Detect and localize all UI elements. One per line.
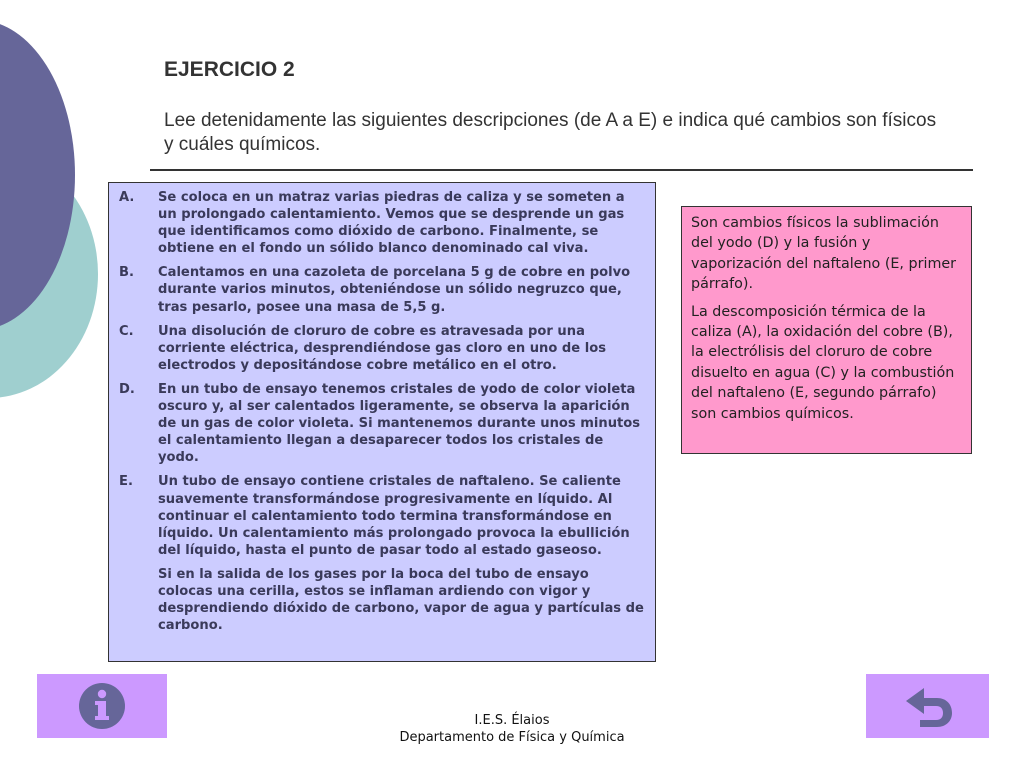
description-text: Se coloca en un matraz varias piedras de caliza y se someten a un prolongado calentamiento. Vemos que se desprende un gas que identificamos como dióxido de carbono. Finalmente, se obtiene en el fondo un sólido blanco denominado cal viva. [158, 190, 625, 257]
description-item [119, 189, 645, 257]
return-button[interactable] [866, 674, 989, 738]
answer-chemical: La descomposición térmica de la caliza (A), la oxidación del cobre (B), la electrólisis del cloruro de cobre disuelto en agua (C) y la combustión del naftaleno (E, segundo párrafo) son cambios químicos. [691, 303, 955, 422]
description-text: Calentamos en una cazoleta de porcelana 5 g de cobre en polvo durante varios minutos, obteniéndose un sólido negruzco que, tras pesarlo, posee una masa de 5,5 g. [158, 265, 631, 315]
description-e-continuation: Si en la salida de los gases por la boca del tubo de ensayo colocas una cerilla, estos se inflaman ardiendo con vigor y desprendiendo dióxido de carbono, vapor de agua y partículas de carbono. [158, 566, 644, 634]
footer [300, 712, 724, 746]
descriptions-box [108, 182, 656, 662]
description-letter: C. [119, 323, 134, 339]
description-letter: D. [119, 381, 135, 397]
description-text: Una disolución de cloruro de cobre es atravesada por una corriente eléctrica, desprendiéndose gas cloro en uno de los electrodos y depositándose cobre metálico en el otro. [158, 323, 607, 373]
description-item [119, 264, 645, 315]
info-button[interactable] [37, 674, 167, 738]
footer-department: Departamento de Física y Química [399, 730, 625, 745]
description-item [119, 323, 645, 374]
slide-instructions: Lee detenidamente las siguientes descripciones (de A a E) e indica qué cambios son físicos y cuáles químicos. [164, 110, 937, 155]
info-circle-icon [78, 682, 126, 730]
answer-physical: Son cambios físicos la sublimación del yodo (D) y la fusión y vaporización del naftaleno (E, primer párrafo). [691, 215, 957, 293]
description-text: Un tubo de ensayo contiene cristales de naftaleno. Se caliente suavemente transformándose progresivamente en líquido. Al continuar el calentamiento todo termina transformándose en líquido. Un calentamiento más prolongado provoca la ebullición del líquido, hasta el punto de pasar todo al estado gaseoso. [158, 474, 630, 558]
description-item [119, 381, 645, 466]
description-item [119, 473, 645, 558]
description-letter: E. [119, 474, 133, 490]
slide-title: EJERCICIO 2 [164, 58, 295, 81]
footer-school: I.E.S. Élaios [474, 713, 550, 728]
description-letter: A. [119, 190, 135, 205]
divider-line [150, 169, 973, 171]
answer-box [681, 206, 972, 454]
description-letter: B. [119, 265, 134, 281]
return-arrow-icon [902, 684, 954, 728]
description-text: En un tubo de ensayo tenemos cristales de yodo de color violeta oscuro y, al ser calentados ligeramente, se observa la aparición de un gas de color violeta. Si mantenemos durante unos minutos el calentamiento llegan a desaparecer todos los cristales de yodo. [158, 381, 641, 466]
